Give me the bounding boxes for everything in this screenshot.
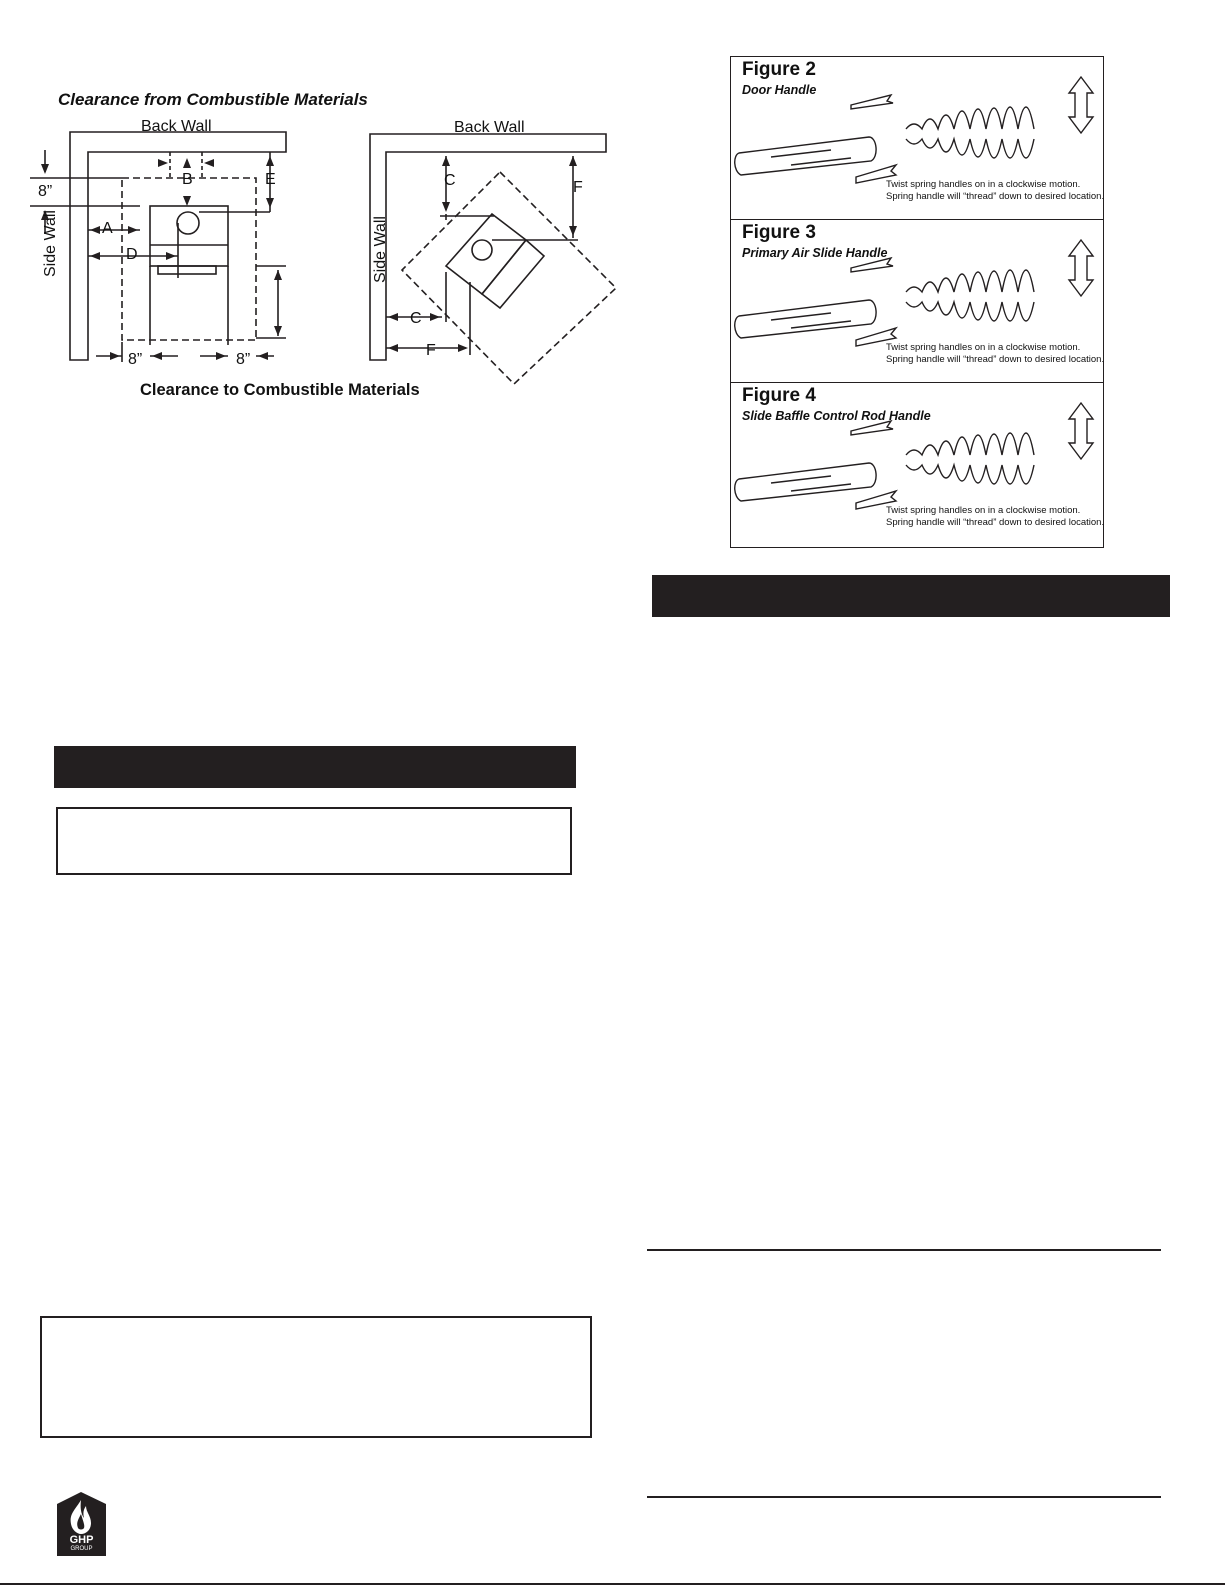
left-notice-box: [56, 807, 572, 875]
left-stove: [150, 206, 228, 266]
logo-text: GHP: [69, 1534, 94, 1546]
left-back-wall-label: Back Wall: [141, 118, 212, 135]
figure-4-subtitle: Slide Baffle Control Rod Handle: [742, 409, 931, 423]
label-c-bottom: C: [410, 310, 422, 327]
figure-3-note: Twist spring handles on in a clockwise motion. Spring handle will “thread” down to desired location.: [886, 342, 1105, 365]
clearance-diagram: [30, 110, 630, 410]
figure-3-title: Figure 3: [742, 222, 816, 243]
left-clearance-box: [122, 178, 256, 340]
figure-4-title: Figure 4: [742, 385, 816, 406]
label-a: A: [102, 220, 113, 237]
clearance-heading: Clearance from Combustible Materials: [58, 90, 368, 109]
figure-4-note: Twist spring handles on in a clockwise motion. Spring handle will “thread” down to desired location.: [886, 505, 1105, 528]
figure-4-panel: [730, 382, 1104, 548]
label-e: E: [265, 171, 276, 188]
label-b: B: [182, 171, 193, 188]
right-back-wall-label: Back Wall: [454, 119, 525, 136]
figure-2-note: Twist spring handles on in a clockwise motion. Spring handle will “thread” down to desired location.: [886, 179, 1105, 202]
ghp-group-logo: [53, 1490, 110, 1558]
left-side-wall-label: Side Wall: [42, 210, 59, 277]
dim-8-top: 8”: [38, 183, 53, 200]
right-divider-bottom: [647, 1496, 1161, 1498]
right-back-wall: [370, 134, 606, 360]
right-divider-top: [647, 1249, 1161, 1251]
figure-3-subtitle: Primary Air Slide Handle: [742, 246, 888, 260]
label-d: D: [126, 246, 138, 263]
right-section-header-bar: [652, 575, 1170, 617]
label-f-top: F: [573, 179, 583, 196]
dim-8-right: 8”: [236, 351, 251, 368]
figure-2-panel: [730, 56, 1104, 220]
left-warning-box: [40, 1316, 592, 1438]
label-c-top: C: [444, 172, 456, 189]
dim-8-left: 8”: [128, 351, 143, 368]
left-section-header-bar: [54, 746, 576, 788]
figure-3-panel: [730, 219, 1104, 383]
right-side-wall-label: Side Wall: [372, 216, 389, 283]
logo-subtext: GROUP: [70, 1546, 93, 1552]
figure-2-title: Figure 2: [742, 59, 816, 80]
clearance-caption: Clearance to Combustible Materials: [140, 381, 420, 399]
label-f-bottom: F: [426, 342, 436, 359]
figure-2-subtitle: Door Handle: [742, 83, 817, 97]
